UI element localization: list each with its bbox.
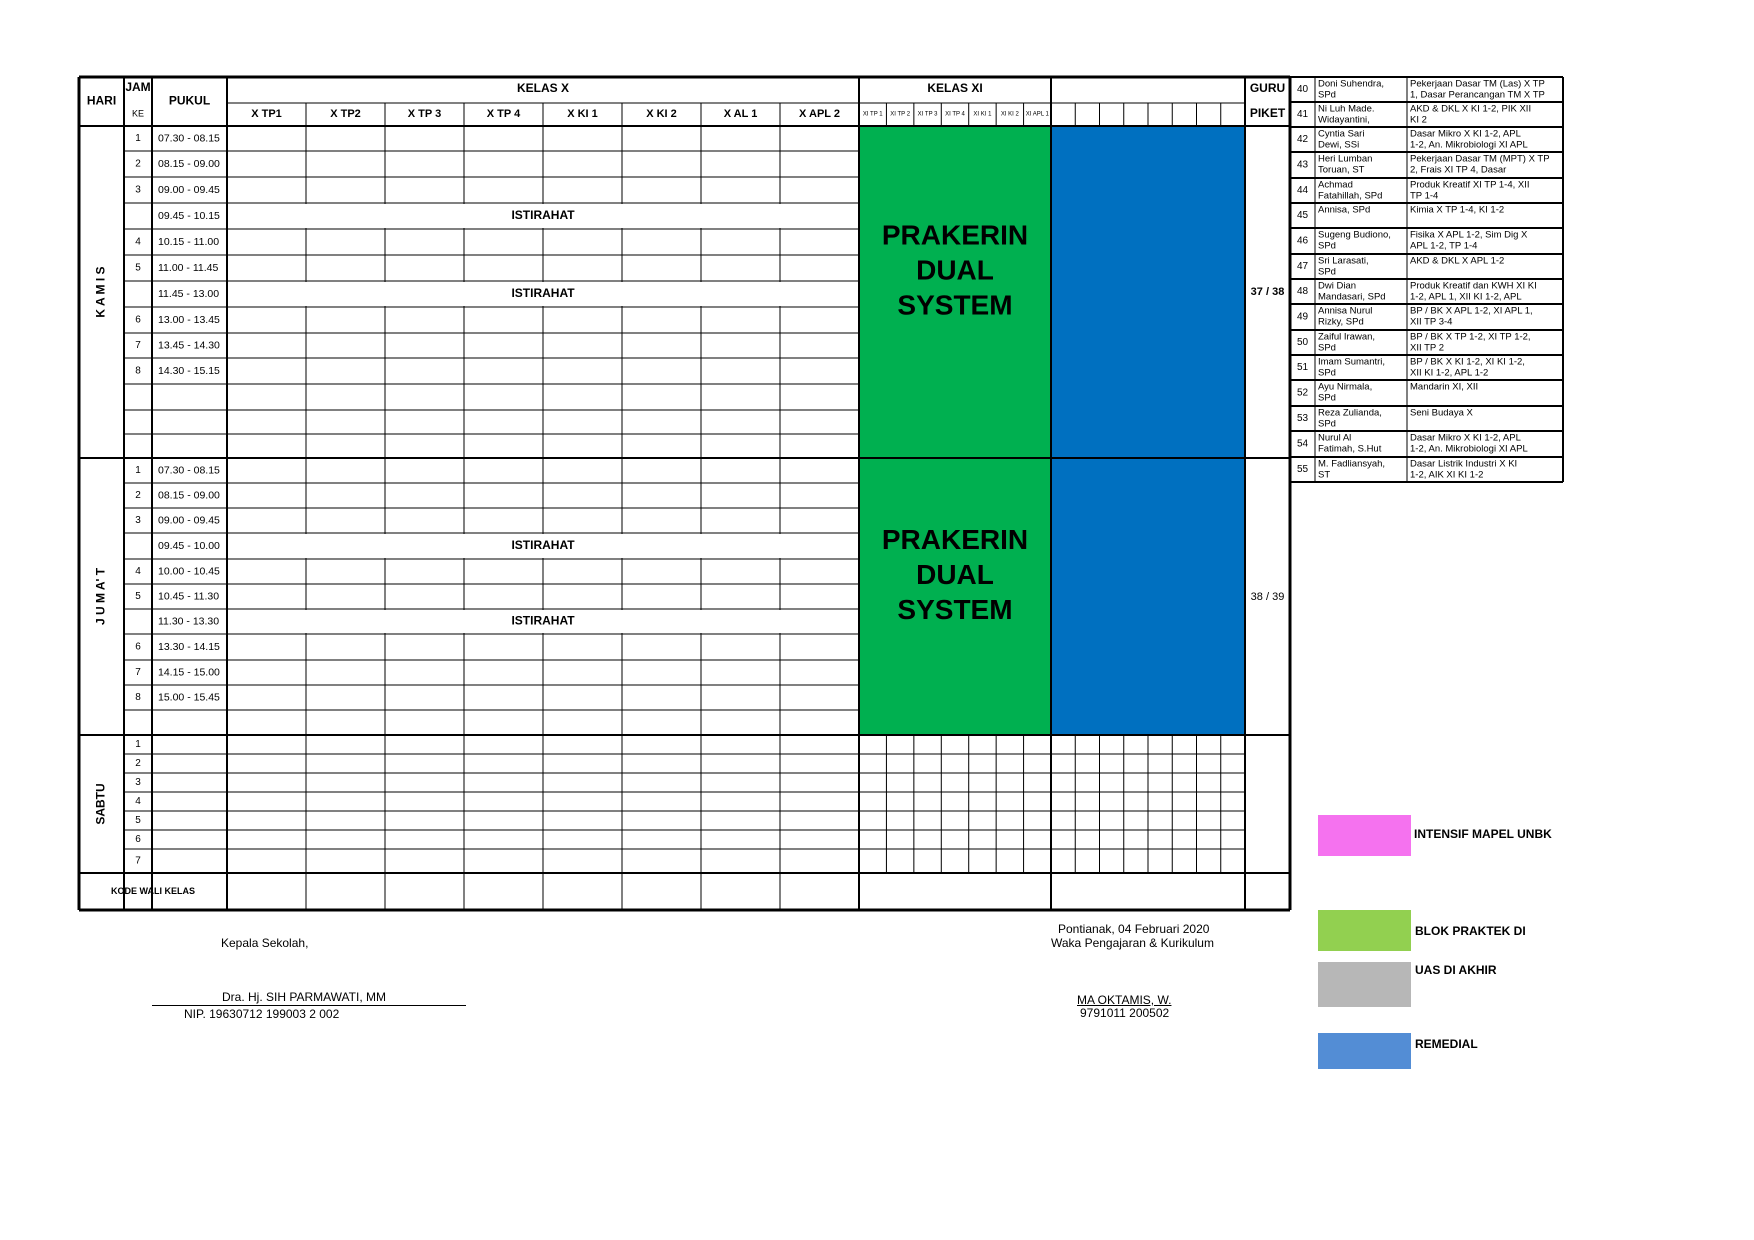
row-ke: 3 [135,184,141,196]
row-ke: 7 [135,855,141,867]
legend-label-remedial: REMEDIAL [1415,1037,1478,1051]
principal-nip: NIP. 19630712 199003 2 002 [184,1007,340,1021]
teacher-no: 46 [1296,235,1309,247]
header-ke: KE [131,108,145,119]
row-ke: 2 [135,158,141,170]
teacher-name: SPd [1318,392,1336,404]
teacher-subject: Fisika X APL 1-2, Sim Dig X [1410,229,1528,241]
row-ke: 7 [135,340,141,352]
prakerin-text-1: DUAL [916,558,994,590]
header-class-x: X TP 4 [486,107,521,120]
header-hari: HARI [86,93,117,108]
principal-title: Kepala Sekolah, [221,936,309,950]
header-class-xi: XI TP 2 [890,111,911,118]
legend-swatch-uas [1318,962,1411,1007]
legend-label-uas: UAS DI AKHIR [1415,963,1497,977]
teacher-subject: 1-2, APL 1, XII KI 1-2, APL [1410,291,1522,303]
row-time: 10.15 - 11.00 [158,235,220,248]
teacher-name: Heri Lumban [1318,153,1373,165]
istirahat-label: ISTIRAHAT [511,613,575,628]
piket-jumat: 38 / 39 [1250,590,1285,603]
teacher-name: SPd [1318,342,1336,354]
teacher-name: Dwi Dian [1318,280,1357,292]
teacher-name: Reza Zulianda, [1318,407,1382,419]
teacher-no: 48 [1296,286,1309,298]
prakerin-text-1: PRAKERIN [881,523,1029,555]
istirahat-label: ISTIRAHAT [511,286,575,301]
header-kelas-x: KELAS X [516,81,570,96]
day-name-1: J U M A' T [93,567,108,626]
teacher-subject: 2, Frais XI TP 4, Dasar [1410,164,1507,176]
kode-wali-kelas-label: KODE WALI KELAS [110,885,196,896]
teacher-subject: Dasar Mikro X KI 1-2, APL [1410,432,1521,444]
teacher-name: ST [1318,469,1331,481]
row-time: 07.30 - 08.15 [158,132,220,145]
header-class-xi: XI TP 3 [917,111,938,118]
header-jam: JAM [125,80,151,95]
teacher-no: 49 [1296,311,1309,323]
teacher-subject: Mandarin XI, XII [1410,381,1479,393]
row-ke: 3 [135,777,141,789]
prakerin-block [859,126,1051,735]
teacher-no: 40 [1296,84,1309,96]
prakerin-text-0: PRAKERIN [881,219,1029,251]
header-class-x: X KI 2 [646,107,677,120]
row-time: 11.30 - 13.30 [158,615,220,628]
teacher-no: 53 [1296,413,1309,425]
row-time: 08.15 - 09.00 [158,489,220,502]
teacher-name: SPd [1318,266,1336,278]
teacher-subject: TP 1-4 [1410,190,1439,202]
row-time: 13.45 - 14.30 [158,339,220,352]
teacher-name: Ni Luh Made. [1318,103,1375,115]
teacher-no: 41 [1296,109,1309,121]
row-ke: 2 [135,490,141,502]
teacher-name: Widayantini, [1318,114,1370,126]
teacher-name: Fatimah, S.Hut [1318,443,1382,455]
row-ke: 4 [135,566,141,578]
row-time: 09.45 - 10.15 [158,209,220,222]
teacher-subject: XII TP 3-4 [1410,316,1453,328]
teacher-subject: 1-2, An. Mikrobiologi XI APL [1410,139,1528,151]
teacher-name: Toruan, ST [1318,164,1365,176]
row-ke: 1 [135,739,141,751]
row-ke: 7 [135,667,141,679]
teacher-no: 45 [1296,210,1309,222]
header-class-xi: XI KI 1 [973,111,992,118]
header-class-xi: XI APL 1 [1025,111,1049,118]
vice-principal-nip: 9791011 200502 [1080,1006,1170,1020]
teacher-subject: BP / BK X TP 1-2, XI TP 1-2, [1410,331,1531,343]
teacher-name: Doni Suhendra, [1318,78,1385,90]
teacher-subject: Dasar Listrik Industri X KI [1410,458,1518,470]
teacher-name: Cyntia Sari [1318,128,1365,140]
teacher-no: 51 [1296,362,1309,374]
teacher-name: Zaiful Irawan, [1318,331,1376,343]
teacher-subject: 1-2, An. Mikrobiologi XI APL [1410,443,1528,455]
vice-principal-title: Waka Pengajaran & Kurikulum [1051,936,1214,950]
prakerin-text-1: SYSTEM [897,593,1013,625]
teacher-subject: AKD & DKL X KI 1-2, PIK XII [1410,103,1532,115]
istirahat-label: ISTIRAHAT [511,208,575,223]
teacher-name: Sri Larasati, [1318,255,1369,267]
teacher-name: Nurul Al [1318,432,1352,444]
teacher-name: Achmad [1318,179,1353,191]
day-name-0: K A M I S [93,266,108,318]
row-time: 09.00 - 09.45 [158,183,220,196]
teacher-no: 54 [1296,438,1309,450]
header-guru: GURU [1249,81,1286,96]
row-time: 09.00 - 09.45 [158,514,220,527]
teacher-subject: APL 1-2, TP 1-4 [1410,240,1478,252]
row-ke: 6 [135,834,141,846]
row-time: 10.45 - 11.30 [158,590,220,603]
teacher-name: Rizky, SPd [1318,316,1364,328]
teacher-name: SPd [1318,89,1336,101]
row-ke: 4 [135,236,141,248]
teacher-name: Ayu Nirmala, [1318,381,1373,393]
teacher-name: Dewi, SSi [1318,139,1360,151]
row-ke: 5 [135,262,141,274]
header-pukul: PUKUL [168,93,211,108]
row-ke: 2 [135,758,141,770]
row-time: 10.00 - 10.45 [158,565,220,578]
row-ke: 6 [135,314,141,326]
header-class-x: X TP2 [330,107,361,120]
row-time: 13.00 - 13.45 [158,313,220,326]
teacher-subject: Dasar Mikro X KI 1-2, APL [1410,128,1521,140]
legend-swatch-intensif [1318,815,1411,856]
teacher-no: 44 [1296,185,1309,197]
place-date: Pontianak, 04 Februari 2020 [1058,922,1210,936]
teacher-name: Annisa Nurul [1318,305,1373,317]
header-class-xi: XI KI 2 [1000,111,1019,118]
header-class-x: X TP1 [251,107,282,120]
row-time: 14.15 - 15.00 [158,666,220,679]
principal-name: Dra. Hj. SIH PARMAWATI, MM [222,990,386,1004]
row-time: 09.45 - 10.00 [158,539,220,552]
teacher-subject: BP / BK X KI 1-2, XI KI 1-2, [1410,356,1525,368]
teacher-name: Sugeng Budiono, [1318,229,1391,241]
teacher-name: Mandasari, SPd [1318,291,1386,303]
teacher-no: 47 [1296,261,1309,273]
row-ke: 1 [135,465,141,477]
row-ke: 5 [135,815,141,827]
teacher-name: SPd [1318,240,1336,252]
legend-label-intensif: INTENSIF MAPEL UNBK [1414,827,1552,841]
principal-underline [152,1005,466,1006]
day-name-2: SABTU [93,783,108,825]
header-class-x: X AL 1 [723,107,758,120]
teacher-subject: Kimia X TP 1-4, KI 1-2 [1410,204,1505,216]
row-ke: 6 [135,641,141,653]
row-ke: 8 [135,692,141,704]
row-ke: 4 [135,796,141,808]
header-class-x: X KI 1 [567,107,598,120]
header-class-x: X TP 3 [407,107,442,120]
teacher-subject: XII KI 1-2, APL 1-2 [1410,367,1489,379]
teacher-subject: Pekerjaan Dasar TM (Las) X TP [1410,78,1545,90]
header-piket: PIKET [1249,106,1286,121]
teacher-subject: Produk Kreatif dan KWH XI KI [1410,280,1537,292]
prakerin-text-0: SYSTEM [897,289,1013,321]
istirahat-label: ISTIRAHAT [511,538,575,553]
teacher-subject: 1, Dasar Perancangan TM X TP [1410,89,1545,101]
teacher-subject: XII TP 2 [1410,342,1444,354]
prakerin-text-0: DUAL [916,254,994,286]
row-time: 07.30 - 08.15 [158,464,220,477]
row-ke: 3 [135,515,141,527]
teacher-subject: Pekerjaan Dasar TM (MPT) X TP [1410,153,1550,165]
row-time: 11.00 - 11.45 [158,261,219,274]
teacher-subject: BP / BK X APL 1-2, XI APL 1, [1410,305,1533,317]
teacher-subject: AKD & DKL X APL 1-2 [1410,255,1505,267]
row-time: 14.30 - 15.15 [158,364,220,377]
row-time: 13.30 - 14.15 [158,640,220,653]
teacher-subject: Produk Kreatif XI TP 1-4, XII [1410,179,1530,191]
row-ke: 8 [135,365,141,377]
teacher-name: M. Fadliansyah, [1318,458,1386,470]
row-time: 15.00 - 15.45 [158,691,220,704]
row-time: 08.15 - 09.00 [158,157,220,170]
row-time: 11.45 - 13.00 [158,287,220,300]
xi-blue-block [1051,126,1245,735]
teacher-no: 55 [1296,464,1309,476]
teacher-name: Fatahillah, SPd [1318,190,1383,202]
piket-kamis: 37 / 38 [1250,285,1285,298]
teacher-no: 43 [1296,159,1309,171]
row-ke: 5 [135,591,141,603]
teacher-no: 50 [1296,337,1309,349]
header-kelas-xi: KELAS XI [927,81,983,96]
teacher-no: 42 [1296,134,1309,146]
legend-swatch-remedial [1318,1033,1411,1069]
teacher-subject: KI 2 [1410,114,1427,126]
legend-swatch-blok-praktek [1318,910,1411,951]
row-ke: 1 [135,133,141,145]
teacher-no: 52 [1296,387,1309,399]
header-class-xi: XI TP 4 [945,111,965,118]
header-class-xi: XI TP 1 [862,111,883,118]
teacher-subject: 1-2, AIK XI KI 1-2 [1410,469,1484,481]
teacher-name: Annisa, SPd [1318,204,1371,216]
teacher-name: SPd [1318,418,1336,430]
legend-label-blok-praktek: BLOK PRAKTEK DI [1415,924,1526,938]
teacher-subject: Seni Budaya X [1410,407,1473,419]
header-class-x: X APL 2 [799,107,840,120]
teacher-name: Imam Sumantri, [1318,356,1386,368]
teacher-name: SPd [1318,367,1336,379]
vice-principal-name: MA OKTAMIS, W. [1077,993,1172,1007]
